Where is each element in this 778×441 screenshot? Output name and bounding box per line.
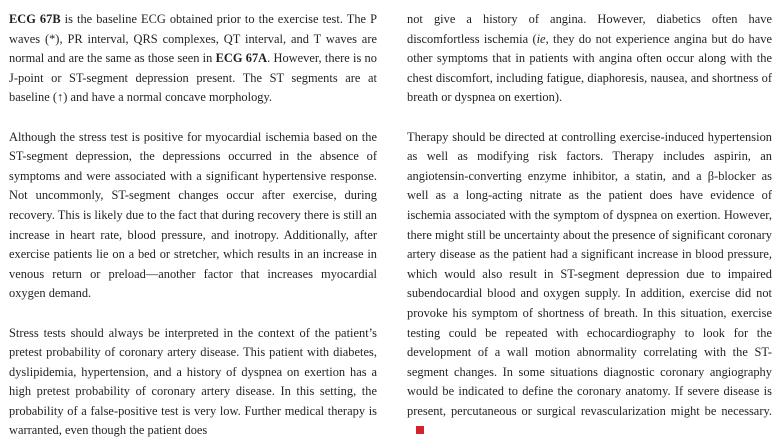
paragraph-pretest-probability: Stress tests should always be interpreted in the context of the patient’s pretest probability of coronary artery disease. This patient with diabetes, dyslipidemia, hypertension, and a history of dyspnea on exertion has a high pretest probability of coronary artery disease. In this setting, the probability of a false-positive test is very low. Further medical therapy is warranted, even though the patient does [9, 324, 377, 441]
paragraph-text: Therapy should be directed at controlling exercise-induced hypertension as well as modifying risk factors. Therapy includes aspirin, an angiotensin-converting enzyme inhibitor, a statin, and a β-blocker as well as a long-acting nitrate as the patient does have evidence of ischemia associated with the symptom of dyspnea on exertion. However, there might still be uncertainty about the presence of significant coronary artery disease as the patient had a significant increase in blood pressure, which would also result in ST-segment depression due to impaired subendocardial blood and oxygen supply. In addition, exercise did not provoke his symptom of shortness of breath. In this situation, exercise testing could be repeated with echocardiography to look for the development of a wall motion abnormality correlating with the ST-segment changes. In some situations diagnostic coronary angiography would be indicated to define the coronary anatomy. If severe disease is present, percutaneous or surgical revascularization might be necessary. [407, 130, 772, 418]
right-column [407, 10, 772, 441]
paragraph-therapy [407, 128, 772, 441]
paragraph-diabetic-ischemia [407, 10, 772, 108]
red-square-icon [416, 426, 424, 434]
figure-reference: ECG 67A [216, 51, 268, 65]
paragraph-stress-test: Although the stress test is positive for myocardial ischemia based on the ST-segment depression, the depressions occurred in the absence of symptoms and were associated with a significant hypertensive response. Not uncommonly, ST-segment changes occur after exercise, during recovery. This is likely due to the fact that during recovery there is still an increase in heart rate, blood pressure, and inotropy. Additionally, after exercise patients lie on a bed or stretcher, which results in an increase in venous return or preload—another factor that increases myocardial oxygen demand. [9, 128, 377, 304]
paragraph-text: is the baseline ECG obtained prior to the exercise test. The P waves (*), PR interval, QRS complexes, QT interval, and T waves are normal and are the same as those seen in [9, 12, 377, 65]
paragraph-text: , they do not experience angina but do have other symptoms that in patients with angina often occur along with the chest discomfort, including fatigue, diaphoresis, nausea, and shortness of breath or dyspnea on exertion). [407, 32, 772, 105]
paragraph-baseline-ecg [9, 10, 377, 108]
figure-reference: ECG 67B [9, 12, 61, 26]
paragraph-text: not give a history of angina. However, diabetics often have discomfortless ischemia ( [407, 12, 772, 46]
paragraph-text: . However, there is no J-point or ST-segment depression present. The ST segments are at baseline (↑) and have a normal concave morphology. [9, 51, 377, 104]
italic-abbreviation: ie [537, 32, 546, 46]
left-column [9, 10, 377, 441]
